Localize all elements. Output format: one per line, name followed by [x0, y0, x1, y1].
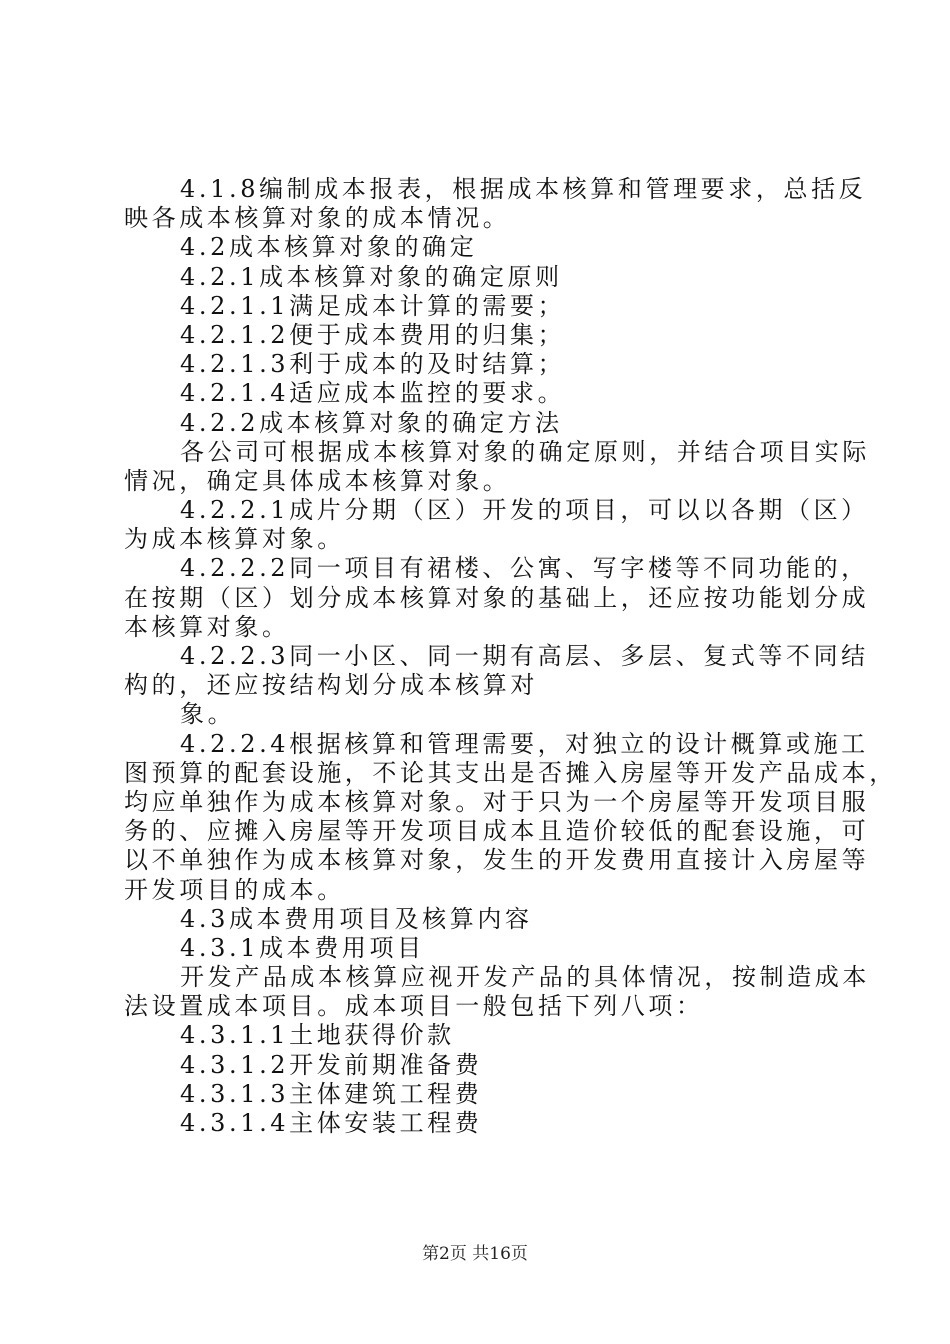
text-line: 本核算对象。	[124, 612, 290, 641]
text-line: 务的、应摊入房屋等开发项目成本且造价较低的配套设施，可	[124, 817, 870, 846]
text-line: 4.1.8编制成本报表，根据成本核算和管理要求，总括反	[180, 175, 867, 203]
text-line: 4.2.2.3同一小区、同一期有高层、多层、复式等不同结	[180, 642, 869, 670]
text-line: 开发项目的成本。	[124, 875, 345, 904]
text-line: 4.2.1.3利于成本的及时结算；	[180, 350, 566, 379]
text-line: 在按期（区）划分成本核算对象的基础上，还应按功能划分成	[124, 583, 870, 612]
page-footer: 第2页 共16页	[422, 1244, 528, 1264]
text-line: 4.2.2成本核算对象的确定方法	[180, 408, 563, 437]
text-line: 映各成本核算对象的成本情况。	[124, 204, 511, 233]
text-line: 4.2.1成本核算对象的确定原则	[180, 262, 563, 291]
text-line: 4.2.2.1成片分期（区）开发的项目，可以以各期（区）	[180, 496, 869, 525]
text-line: 各公司可根据成本核算对象的确定原则，并结合项目实际	[180, 437, 870, 466]
text-line: 4.3.1成本费用项目	[180, 933, 425, 962]
text-line: 图预算的配套设施，不论其支出是否摊入房屋等开发产品成本，	[124, 758, 897, 787]
text-line: 4.3.1.2开发前期准备费	[180, 1050, 483, 1079]
text-line: 开发产品成本核算应视开发产品的具体情况，按制造成本	[180, 963, 870, 992]
text-line: 象。	[180, 700, 236, 729]
text-line: 构的，还应按结构划分成本核算对	[124, 671, 538, 700]
text-line: 情况，确定具体成本核算对象。	[124, 466, 511, 495]
text-line: 4.3.1.3主体建筑工程费	[180, 1079, 483, 1108]
text-line: 4.3.1.4主体安装工程费	[180, 1109, 483, 1137]
document-body	[124, 175, 897, 1138]
text-line: 均应单独作为成本核算对象。对于只为一个房屋等开发项目服	[124, 787, 870, 816]
text-line: 以不单独作为成本核算对象，发生的开发费用直接计入房屋等	[124, 846, 870, 875]
text-line: 4.2.1.2便于成本费用的归集；	[180, 320, 566, 349]
text-line: 法设置成本项目。成本项目一般包括下列八项：	[124, 992, 704, 1021]
text-line: 4.2成本核算对象的确定	[180, 233, 478, 262]
text-line: 为成本核算对象。	[124, 525, 345, 554]
text-line: 4.2.1.4适应成本监控的要求。	[180, 379, 566, 408]
text-line: 4.3.1.1土地获得价款	[180, 1021, 455, 1050]
text-line: 4.3成本费用项目及核算内容	[180, 904, 533, 933]
text-line: 4.2.1.1满足成本计算的需要；	[180, 291, 566, 320]
text-line: 4.2.2.2同一项目有裙楼、公寓、写字楼等不同功能的，	[180, 554, 869, 583]
text-line: 4.2.2.4根据核算和管理需要，对独立的设计概算或施工	[180, 729, 869, 758]
